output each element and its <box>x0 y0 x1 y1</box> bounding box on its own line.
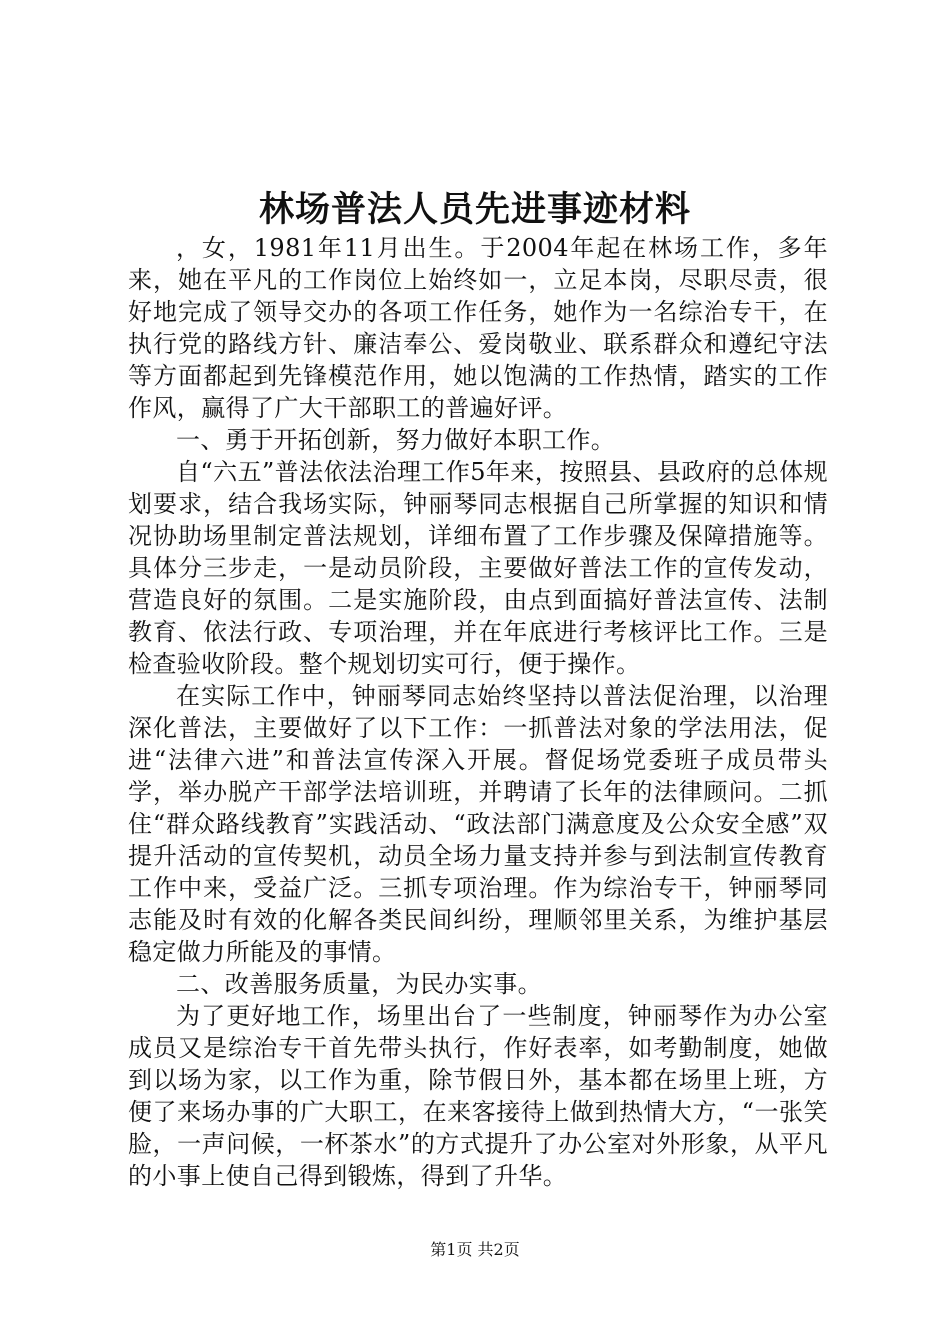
paragraph-service: 为了更好地工作，场里出台了一些制度，钟丽琴作为办公室成员又是综治专干首先带头执行，作好表率，如考勤制度，她做到以场为家，以工作为重，除节假日外，基本都在场里上班，方便了来场办事的广大职工，在来客接待上做到热情大方，“一张笑脸，一声问候，一杯茶水”的方式提升了办公室对外形象，从平凡的小事上使自己得到锻炼，得到了升华。 <box>128 1002 828 1190</box>
section-heading-2: 二、改善服务质量，为民办实事。 <box>176 970 542 998</box>
section-heading-1: 一、勇于开拓创新，努力做好本职工作。 <box>176 426 616 454</box>
page-footer: 第1页 共2页 <box>430 1240 520 1259</box>
intro-paragraph: ，女，1981年11月出生。于2004年起在林场工作，多年来，她在平凡的工作岗位上始终如一，立足本岗，尽职尽责，很好地完成了领导交办的各项工作任务，她作为一名综治专干，在执行党的路线方针、廉洁奉公、爱岗敬业、联系群众和遵纪守法等方面都起到先锋模范作用，她以饱满的工作热情，踏实的工作作风，赢得了广大干部职工的普遍好评。 <box>128 234 828 422</box>
paragraph-practice: 在实际工作中，钟丽琴同志始终坚持以普法促治理，以治理深化普法，主要做好了以下工作：一抓普法对象的学法用法，促进“法律六进”和普法宣传深入开展。督促场党委班子成员带头学，举办脱产干部学法培训班，并聘请了长年的法律顾问。二抓住“群众路线教育”实践活动、“政法部门满意度及公众安全感”双提升活动的宣传契机，动员全场力量支持并参与到法制宣传教育工作中来，受益广泛。三抓专项治理。作为综治专干，钟丽琴同志能及时有效的化解各类民间纠纷，理顺邻里关系，为维护基层稳定做力所能及的事情。 <box>128 682 828 966</box>
document-title: 林场普法人员先进事迹材料 <box>258 189 691 230</box>
document-body <box>128 232 828 1192</box>
paragraph-planning: 自“六五”普法依法治理工作5年来，按照县、县政府的总体规划要求，结合我场实际，钟丽琴同志根据自己所掌握的知识和情况协助场里制定普法规划，详细布置了工作步骤及保障措施等。具体分三步走，一是动员阶段，主要做好普法工作的宣传发动，营造良好的氛围。二是实施阶段，由点到面搞好普法宣传、法制教育、依法行政、专项治理，并在年底进行考核评比工作。三是检查验收阶段。整个规划切实可行，便于操作。 <box>128 458 828 678</box>
